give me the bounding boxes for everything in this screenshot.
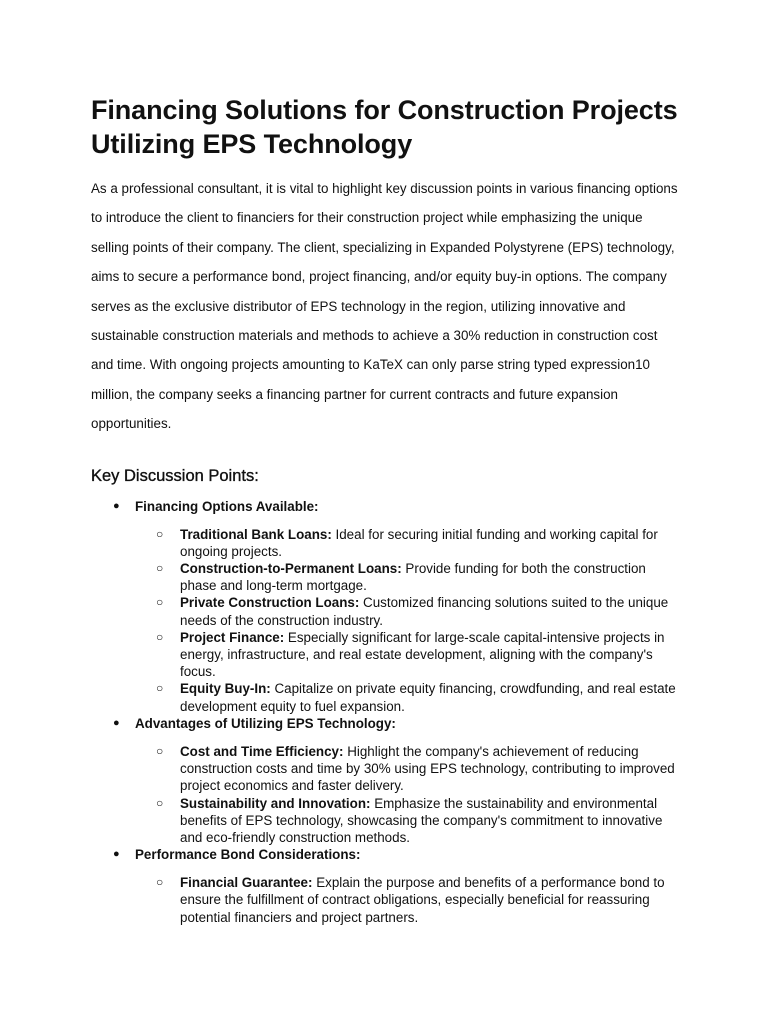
sub-bullet-icon: ○: [156, 526, 164, 541]
list-item: [135, 874, 680, 926]
item-term: Private Construction Loans:: [180, 595, 360, 611]
sub-bullet-icon: ○: [156, 875, 164, 890]
sub-list: [135, 526, 680, 715]
list-item: [135, 560, 680, 594]
sub-bullet-icon: ○: [156, 743, 164, 758]
sub-bullet-icon: ○: [156, 629, 164, 644]
sub-bullet-icon: ○: [156, 795, 164, 810]
item-description: Capitalize on private equity financing, crowdfunding, and real estate development equity to fuel expansion.: [180, 681, 676, 714]
list-item: [135, 680, 680, 714]
bullet-icon: ●: [113, 716, 120, 729]
list-item: [135, 629, 680, 681]
category-label: Financing Options Available:: [135, 498, 319, 514]
discussion-points-list: [91, 498, 680, 926]
category-eps-advantages: [91, 715, 680, 846]
item-description: Provide funding for both the construction phase and long-term mortgage.: [180, 561, 646, 594]
list-item: [135, 743, 680, 795]
item-term: Financial Guarantee:: [180, 875, 313, 891]
sub-bullet-icon: ○: [156, 561, 164, 576]
bullet-icon: ●: [113, 499, 120, 512]
intro-paragraph: As a professional consultant, it is vital to highlight key discussion points in various financing options to introduce the client to financiers for their construction project while emphasizing the unique selling points of their company. The client, specializing in Expanded Polystyrene (EPS) technology, aims to secure a performance bond, project financing, and/or equity buy-in options. The company serves as the exclusive distributor of EPS technology in the region, utilizing innovative and sustainable construction materials and methods to achieve a 30% reduction in construction cost and time. With ongoing projects amounting to KaTeX can only parse string typed expression10 million, the company seeks a financing partner for current contracts and future expansion opportunities.: [91, 181, 678, 432]
category-performance-bond: [91, 846, 680, 926]
document-title: Financing Solutions for Construction Projects Utilizing EPS Technology: [91, 95, 678, 159]
item-description: Emphasize the sustainability and environmental benefits of EPS technology, showcasing the company's commitment to innovative and eco-friendly construction methods.: [180, 795, 663, 845]
sub-list: [135, 743, 680, 846]
item-description: Highlight the company's achievement of reducing construction costs and time by 30% using EPS technology, contributing to improved project economics and faster delivery.: [180, 743, 675, 794]
item-description: Explain the purpose and benefits of a performance bond to ensure the fulfillment of contract obligations, especially beneficial for reassuring potential financiers and project partners.: [180, 875, 665, 925]
bullet-icon: ●: [113, 848, 120, 861]
item-term: Sustainability and Innovation:: [180, 795, 371, 811]
section-heading: Key Discussion Points:: [91, 466, 259, 485]
sub-list: [135, 874, 680, 926]
item-description: Especially significant for large-scale capital-intensive projects in energy, infrastructure, and real estate development, aligning with the company's focus.: [180, 629, 665, 680]
item-description: Customized financing solutions suited to the unique needs of the construction industry.: [180, 595, 669, 628]
item-term: Cost and Time Efficiency:: [180, 743, 344, 759]
sub-bullet-icon: ○: [156, 595, 164, 610]
category-label: Advantages of Utilizing EPS Technology:: [135, 715, 396, 731]
item-term: Traditional Bank Loans:: [180, 526, 332, 542]
item-term: Equity Buy-In:: [180, 681, 271, 697]
sub-bullet-icon: ○: [156, 681, 164, 696]
category-financing-options: [91, 498, 680, 715]
list-item: [135, 594, 680, 628]
item-term: Construction-to-Permanent Loans:: [180, 561, 402, 577]
item-description: Ideal for securing initial funding and working capital for ongoing projects.: [180, 526, 658, 559]
item-term: Project Finance:: [180, 629, 285, 645]
category-label: Performance Bond Considerations:: [135, 847, 361, 863]
list-item: [135, 795, 680, 847]
list-item: [135, 526, 680, 560]
